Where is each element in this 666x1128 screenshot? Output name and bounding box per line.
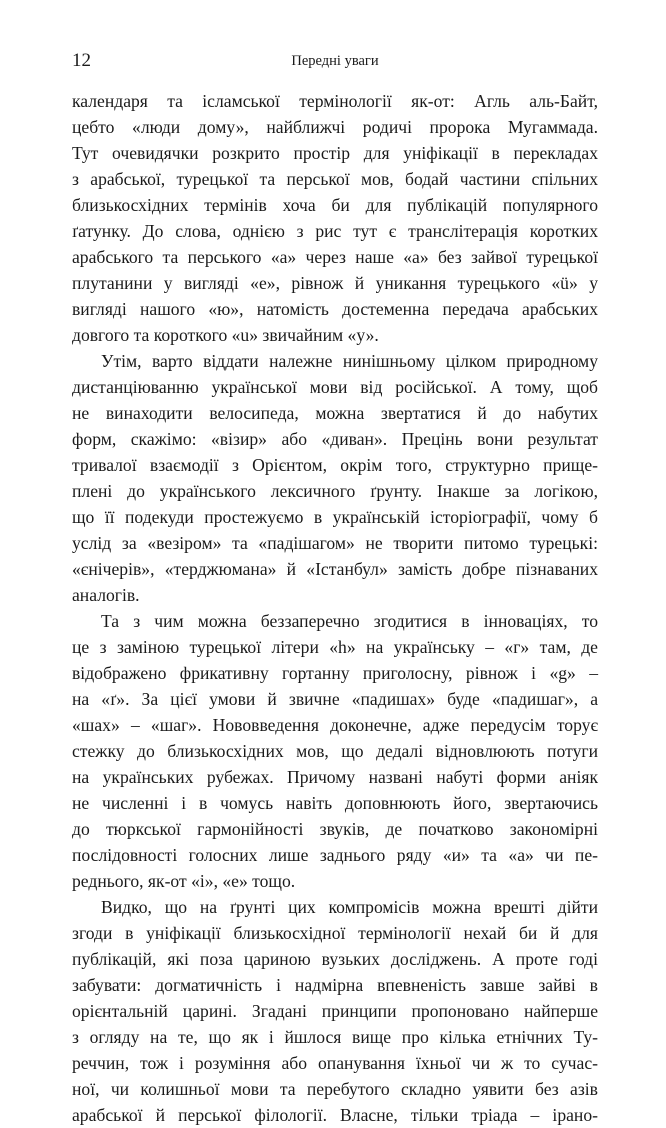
text-line: з арабської, турецької та перської мов, бодай частини спільних [72, 169, 598, 189]
text-line: арабської й перської філології. Власне, тільки тріада – ірано- [72, 1105, 598, 1125]
text-line: це з заміною турецької літери «h» на українську – «г» там, де [72, 637, 598, 657]
text-line: публікацій, які поза цариною вузьких досліджень. А проте годі [72, 949, 598, 969]
body-text [72, 88, 598, 1128]
text-line: Утім, варто віддати належне нинішньому цілком природному [101, 351, 598, 371]
text-line: не винаходити велосипеда, можна звертатися й до набутих [72, 403, 598, 423]
text-line: форм, скажімо: «візир» або «диван». Прецінь вони результат [72, 429, 598, 449]
text-line: довгого та короткого «u» звичайним «у». [72, 325, 379, 345]
text-line: тривалої взаємодії з Орієнтом, окрім того, структурно прище- [72, 455, 598, 475]
text-line: дистанціюванню української мови від російської. А тому, щоб [72, 377, 598, 397]
text-line: на українських рубежах. Причому названі набуті форми аніяк [72, 767, 598, 787]
text-line: згоди в уніфікації близькосхідної термінології нехай би й для [72, 923, 598, 943]
text-line: аналогів. [72, 585, 140, 605]
text-line: «шах» – «шаг». Нововведення доконечне, адже передусім торує [72, 715, 598, 735]
text-line: плені до українського лексичного ґрунту. Інакше за логікою, [72, 481, 598, 501]
text-line: орієнтальній царині. Згадані принципи пропоновано найперше [72, 1001, 598, 1021]
text-line: цебто «люди дому», найближчі родичі пророка Мугаммада. [72, 117, 598, 137]
text-line: забувати: догматичність і надмірна впевненість завше зайві в [72, 975, 598, 995]
text-line: вигляді нашого «ю», натомість достеменна передача арабських [72, 299, 598, 319]
text-line: не численні і в чомусь навіть доповнюють його, звертаючись [72, 793, 598, 813]
text-line: «єнічерів», «терджюмана» й «Істанбул» замість добре пізнаваних [72, 559, 598, 579]
text-line: відображено фрикативну гортанну приголосну, рівнож і «g» – [72, 663, 598, 683]
text-line: услід за «везіром» та «падішагом» не творити питомо турецькі: [72, 533, 598, 553]
text-line: календаря та ісламської термінології як-от: Агль аль-Байт, [72, 91, 598, 111]
book-page [72, 50, 598, 1128]
text-line: з огляду на те, що як і йшлося вище про кілька етнічних Ту- [72, 1027, 598, 1047]
text-line: стежку до близькосхідних мов, що дедалі відновлюють потуги [72, 741, 598, 761]
text-line: ґатунку. До слова, однією з рис тут є транслітерація коротких [72, 221, 598, 241]
text-line: Тут очевидячки розкрито простір для уніфікації в перекладах [72, 143, 598, 163]
text-line: послідовності голосних лише заднього ряду «и» та «а» чи пе- [72, 845, 598, 865]
text-line: Видко, що на ґрунті цих компромісів можна врешті дійти [101, 897, 598, 917]
text-line: реднього, як-от «і», «е» тощо. [72, 871, 296, 891]
text-line: близькосхідних термінів хоча би для публікацій популярного [72, 195, 598, 215]
page-number: 12 [72, 50, 91, 71]
text-line: що її подекуди простежуємо в українській історіографії, чому б [72, 507, 598, 527]
text-line: плутанини у вигляді «е», рівнож й уникання турецького «ü» у [72, 273, 598, 293]
text-line: на «ґ». За цієї умови й звичне «падишах» буде «падишаг», а [72, 689, 598, 709]
text-line: ної, чи колишньої мови та перебутого складно уявити без азів [72, 1079, 598, 1099]
text-line: реччин, тож і розуміння або опанування їхньої чи ж то сучас- [72, 1053, 598, 1073]
text-line: до тюркської гармонійності звуків, де початково закономірні [72, 819, 598, 839]
text-line: арабського та перського «а» через наше «а» без зайвої турецької [72, 247, 598, 267]
text-line: Та з чим можна беззаперечно згодитися в інноваціях, то [101, 611, 598, 631]
running-title: Передні уваги [291, 53, 379, 69]
running-header [72, 50, 598, 78]
